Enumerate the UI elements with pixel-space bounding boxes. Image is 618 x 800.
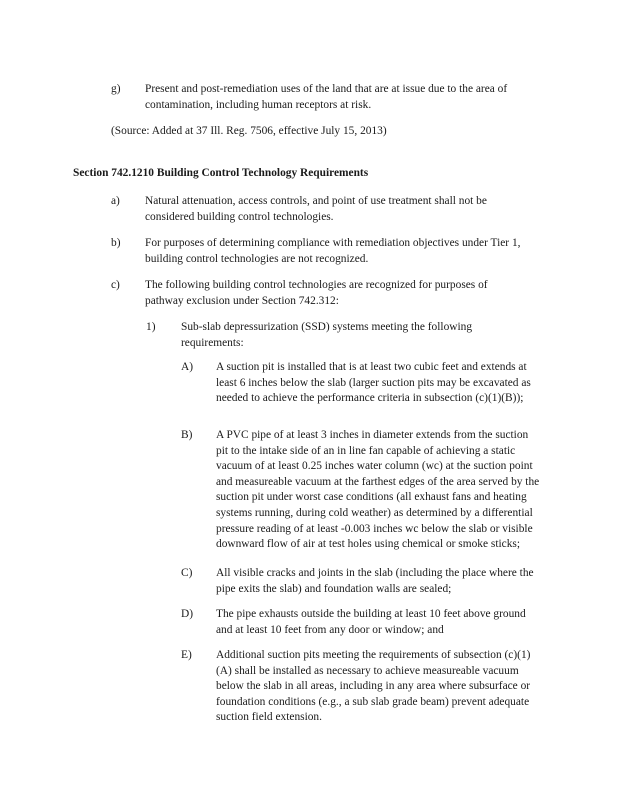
item-A-text: A suction pit is installed that is at least two cubic feet and extends at least 6 inches below the slab (larger suction pits may be excavated as needed to achieve the performance criteria in subsection (c)(1)(B)); — [216, 361, 531, 405]
item-b-label: b) — [111, 237, 121, 249]
item-B-text: A PVC pipe of at least 3 inches in diameter extends from the suction pit to the intake side of an in line fan capable of achieving a static vacuum of at least 0.25 inches water column (wc) at the suction point and measureable vacuum at the farthest edges of the area served by the suction pit under worst case conditions (all exhaust fans and heating systems running, during cold weather) as determined by a differential pressure reading of at least -0.003 inches wc below the slab or visible downward flow of air at test holes using chemical or smoke sticks; — [216, 429, 540, 551]
item-C-label: C) — [181, 567, 193, 579]
item-D-text: The pipe exhausts outside the building at least 10 feet above ground and at least 10 feet from any door or window; and — [216, 608, 526, 636]
item-b-text: For purposes of determining compliance with remediation objectives under Tier 1, building control technologies are not recognized. — [145, 237, 521, 265]
item-c-text: The following building control technologies are recognized for purposes of pathway exclusion under Section 742.312: — [145, 279, 488, 307]
section-heading: Section 742.1210 Building Control Technology Requirements — [73, 167, 369, 179]
source-note: (Source: Added at 37 Ill. Reg. 7506, effective July 15, 2013) — [111, 125, 387, 137]
item-c-label: c) — [111, 279, 120, 291]
item-E-text: Additional suction pits meeting the requirements of subsection (c)(1)(A) shall be installed as necessary to achieve measureable vacuum below the slab in all areas, including in any area where subsurface or foundation conditions (e.g., a sub slab grade beam) prevent adequate suction field extension. — [216, 649, 531, 724]
item-c1-text: Sub-slab depressurization (SSD) systems meeting the following requirements: — [181, 321, 473, 349]
item-B-label: B) — [181, 429, 193, 441]
item-E-label: E) — [181, 649, 192, 661]
item-g-label: g) — [111, 83, 121, 95]
item-g-text: Present and post-remediation uses of the land that are at issue due to the area of contamination, including human receptors at risk. — [145, 83, 508, 111]
item-A-label: A) — [181, 361, 194, 373]
item-C-text: All visible cracks and joints in the slab (including the place where the pipe exits the slab) and foundation walls are sealed; — [216, 567, 534, 595]
item-a-text: Natural attenuation, access controls, and point of use treatment shall not be considered building control technologies. — [145, 195, 487, 223]
item-D-label: D) — [181, 608, 194, 620]
item-c1-label: 1) — [146, 321, 156, 333]
item-a-label: a) — [111, 195, 120, 207]
